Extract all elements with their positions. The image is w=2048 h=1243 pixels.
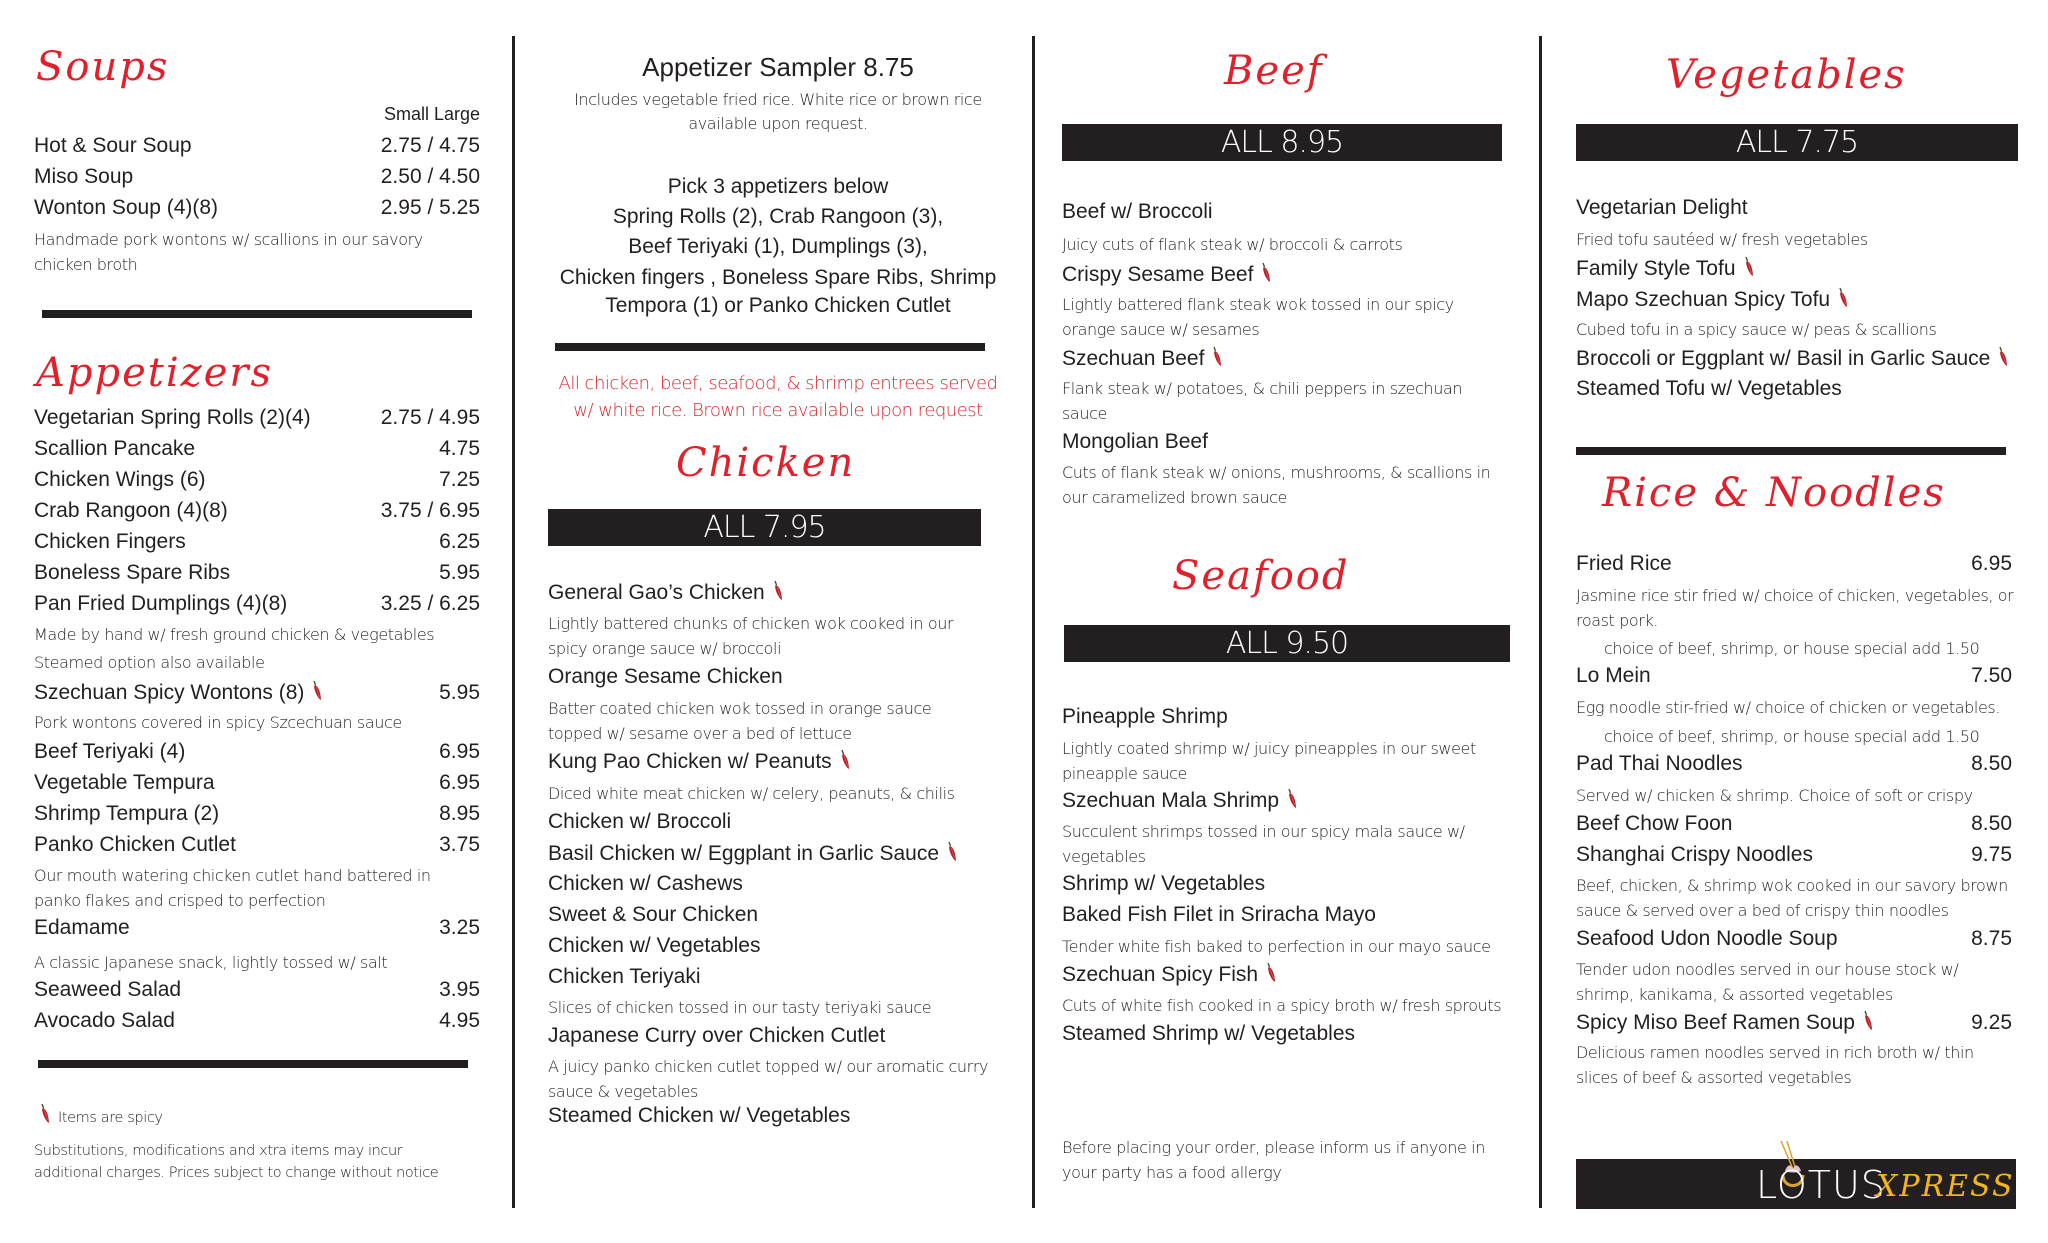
seafood-heading: Seafood <box>1172 553 1350 599</box>
menu-item: Sweet & Sour Chicken <box>548 903 759 926</box>
menu-item: Beef w/ Broccoli <box>1062 200 1213 223</box>
menu-item: Avocado Salad 4.95 <box>34 1009 480 1032</box>
sampler-choice-line: Chicken fingers , Boneless Spare Ribs, Shrimp <box>559 266 997 289</box>
chili-pepper-icon <box>40 1103 50 1125</box>
menu-item: Boneless Spare Ribs 5.95 <box>34 561 480 584</box>
column-soups-appetizers <box>34 0 480 1243</box>
menu-item: General Gao’s Chicken <box>548 580 1008 605</box>
item-description: Slices of chicken tossed in our tasty teriyaki sauce <box>548 998 932 1017</box>
item-addon: choice of beef, shrimp, or house special add 1.50 <box>1604 727 1980 746</box>
menu-item: Panko Chicken Cutlet 3.75 <box>34 833 480 856</box>
sampler-description: Includes vegetable fried rice. White rice or brown rice available upon request. <box>574 90 982 133</box>
menu-item: Edamame 3.25 <box>34 916 480 939</box>
allergy-notice: Before placing your order, please inform us if anyone in your party has a food allergy <box>1062 1138 1485 1182</box>
brand-name: LOTUS <box>1756 1163 1886 1207</box>
item-description: Egg noodle stir-fried w/ choice of chicken or vegetables. <box>1576 698 2001 717</box>
chili-pepper-icon <box>773 580 783 602</box>
menu-item: Miso Soup 2.50 / 4.50 <box>34 165 480 188</box>
column-divider <box>1032 36 1035 1208</box>
item-description: Pork wontons covered in spicy Szcechuan sauce <box>34 713 402 732</box>
vegetables-price-banner: ALL 7.75 <box>1576 124 2018 161</box>
chili-pepper-icon <box>1287 788 1297 810</box>
chili-pepper-icon <box>1863 1010 1873 1032</box>
beef-price-banner: ALL 8.95 <box>1062 124 1502 161</box>
item-description: Tender white fish baked to perfection in our mayo sauce <box>1062 937 1491 956</box>
item-description: Cuts of white fish cooked in a spicy broth w/ fresh sprouts <box>1062 996 1502 1015</box>
chili-pepper-icon <box>1266 962 1276 984</box>
item-description: Batter coated chicken wok tossed in orange sauce topped w/ sesame over a bed of lettuce <box>548 699 932 743</box>
menu-item: Orange Sesame Chicken <box>548 665 783 688</box>
menu-item: Szechuan Spicy Fish <box>1062 962 1522 987</box>
menu-item: Chicken Fingers 6.25 <box>34 530 480 553</box>
menu-item: Pad Thai Noodles 8.50 <box>1576 752 2012 775</box>
brand-logo <box>1576 1159 2016 1209</box>
section-divider <box>555 343 985 351</box>
item-description: Tender udon noodles served in our house stock w/ shrimp, kanikama, & assorted vegetables <box>1576 960 1959 1004</box>
item-description: A classic Japanese snack, lightly tossed w/ salt <box>34 953 388 972</box>
item-description: Lightly battered chunks of chicken wok cooked in our spicy orange sauce w/ broccoli <box>548 614 954 658</box>
item-description: Our mouth watering chicken cutlet hand battered in panko flakes and crisped to perfection <box>34 866 431 910</box>
section-divider <box>38 1060 468 1068</box>
menu-item: Vegetarian Spring Rolls (2)(4) 2.75 / 4.95 <box>34 406 480 429</box>
soups-heading: Soups <box>36 44 170 90</box>
menu-item: Pan Fried Dumplings (4)(8) 3.25 / 6.25 <box>34 592 480 615</box>
menu-item: Chicken Wings (6) 7.25 <box>34 468 480 491</box>
sampler-pick-heading: Pick 3 appetizers below <box>667 175 889 198</box>
item-description: Made by hand w/ fresh ground chicken & vegetables <box>34 625 435 644</box>
menu-item: Shanghai Crispy Noodles 9.75 <box>1576 843 2012 866</box>
size-header-row <box>34 104 480 125</box>
vegetables-heading: Vegetables <box>1666 52 1907 98</box>
menu-item: Crispy Sesame Beef <box>1062 262 1522 287</box>
item-description: Juicy cuts of flank steak w/ broccoli & carrots <box>1062 235 1403 254</box>
menu-item: Beef Chow Foon 8.50 <box>1576 812 2012 835</box>
menu-item: Broccoli or Eggplant w/ Basil in Garlic Sauce <box>1576 346 2016 371</box>
menu-item: Kung Pao Chicken w/ Peanuts <box>548 749 1008 774</box>
menu-item: Mapo Szechuan Spicy Tofu <box>1576 287 2016 312</box>
size-header: Small Large <box>383 104 480 124</box>
menu-item: Fried Rice 6.95 <box>1576 552 2012 575</box>
menu-item: Chicken Teriyaki <box>548 965 701 988</box>
column-beef-seafood <box>1062 0 1522 1243</box>
item-description: Cuts of flank steak w/ onions, mushrooms, & scallions in our caramelized brown sauce <box>1062 463 1491 507</box>
sampler-choice-line: Spring Rolls (2), Crab Rangoon (3), <box>612 205 944 228</box>
item-description: Lightly coated shrimp w/ juicy pineapples in our sweet pineapple sauce <box>1062 739 1476 783</box>
item-description: Handmade pork wontons w/ scallions in our savory chicken broth <box>34 230 423 274</box>
menu-item: Szechuan Mala Shrimp <box>1062 788 1522 813</box>
item-description: Diced white meat chicken w/ celery, peanuts, & chilis <box>548 784 955 803</box>
chili-pepper-icon <box>1261 262 1271 284</box>
section-divider <box>42 310 472 318</box>
beef-heading: Beef <box>1224 48 1324 94</box>
menu-item: Steamed Tofu w/ Vegetables <box>1576 377 1842 400</box>
column-divider <box>1539 36 1542 1208</box>
seafood-price-banner: ALL 9.50 <box>1064 625 1510 662</box>
menu-item: Szechuan Spicy Wontons (8) 5.95 <box>34 681 480 704</box>
menu-item: Lo Mein 7.50 <box>1576 664 2012 687</box>
menu-item: Vegetable Tempura 6.95 <box>34 771 480 794</box>
chili-pepper-icon <box>1212 346 1222 368</box>
menu-item: Beef Teriyaki (4) 6.95 <box>34 740 480 763</box>
menu-item: Seaweed Salad 3.95 <box>34 978 480 1001</box>
sampler-choice-line: Tempora (1) or Panko Chicken Cutlet <box>605 294 951 317</box>
menu-item: Hot & Sour Soup 2.75 / 4.75 <box>34 134 480 157</box>
item-description: Beef, chicken, & shrimp wok cooked in our savory brown sauce & served over a bed of crispy thin noodles <box>1576 876 2008 920</box>
chicken-heading: Chicken <box>676 440 856 486</box>
entree-rice-note: All chicken, beef, seafood, & shrimp entrees served w/ white rice. Brown rice available upon request <box>558 373 998 421</box>
item-description: Jasmine rice stir fried w/ choice of chicken, vegetables, or roast pork. <box>1576 586 2014 630</box>
item-description: Steamed option also available <box>34 653 265 672</box>
menu-item: Szechuan Beef <box>1062 346 1522 371</box>
chili-pepper-icon <box>947 841 957 863</box>
menu-item: Seafood Udon Noodle Soup 8.75 <box>1576 927 2012 950</box>
rice-noodles-list <box>1576 0 2016 1243</box>
menu-item: Chicken w/ Cashews <box>548 872 743 895</box>
column-vegetables-rice-noodles <box>1576 0 2016 1243</box>
menu-item: Basil Chicken w/ Eggplant in Garlic Sauce <box>548 841 1008 866</box>
menu-item: Mongolian Beef <box>1062 430 1208 453</box>
item-description: Flank steak w/ potatoes, & chili peppers in szechuan sauce <box>1062 379 1463 423</box>
item-description: Served w/ chicken & shrimp. Choice of soft or crispy <box>1576 786 1973 805</box>
item-addon: choice of beef, shrimp, or house special add 1.50 <box>1604 639 1980 658</box>
menu-item: Vegetarian Delight <box>1576 196 1748 219</box>
appetizers-heading: Appetizers <box>36 350 274 396</box>
menu-item: Chicken w/ Vegetables <box>548 934 761 957</box>
menu-item: Chicken w/ Broccoli <box>548 810 732 833</box>
menu-item: Pineapple Shrimp <box>1062 705 1228 728</box>
menu-item: Baked Fish Filet in Sriracha Mayo <box>1062 903 1376 926</box>
item-description: Delicious ramen noodles served in rich broth w/ thin slices of beef & assorted vegetables <box>1576 1043 1974 1087</box>
brand-tagline: XPRESS <box>1876 1169 2015 1204</box>
menu-item: Shrimp Tempura (2) 8.95 <box>34 802 480 825</box>
menu-item: Steamed Chicken w/ Vegetables <box>548 1104 851 1127</box>
column-divider <box>512 36 515 1208</box>
spicy-legend: Items are spicy <box>40 1103 163 1129</box>
menu-item: Family Style Tofu <box>1576 256 2016 281</box>
menu-item: Spicy Miso Beef Ramen Soup 9.25 <box>1576 1011 2012 1034</box>
column-sampler-chicken <box>548 0 1008 1243</box>
sampler-title: Appetizer Sampler 8.75 <box>642 52 914 82</box>
item-description: A juicy panko chicken cutlet topped w/ our aromatic curry sauce & vegetables <box>548 1057 989 1101</box>
item-description: Fried tofu sautéed w/ fresh vegetables <box>1576 230 1868 249</box>
chili-pepper-icon <box>312 680 322 702</box>
chicken-price-banner: ALL 7.95 <box>548 509 981 546</box>
sampler-choice-line: Beef Teriyaki (1), Dumplings (3), <box>628 235 928 258</box>
item-description: Lightly battered flank steak wok tossed in our spicy orange sauce w/ sesames <box>1062 295 1454 339</box>
item-description: Succulent shrimps tossed in our spicy mala sauce w/ vegetables <box>1062 822 1465 866</box>
menu-item: Shrimp w/ Vegetables <box>1062 872 1266 895</box>
price-disclaimer: Substitutions, modifications and xtra items may incur additional charges. Prices subject to change without notice <box>34 1143 439 1181</box>
menu-item: Steamed Shrimp w/ Vegetables <box>1062 1022 1355 1045</box>
menu-item: Scallion Pancake 4.75 <box>34 437 480 460</box>
menu-item: Crab Rangoon (4)(8) 3.75 / 6.95 <box>34 499 480 522</box>
chili-pepper-icon <box>840 749 850 771</box>
menu-item: Wonton Soup (4)(8) 2.95 / 5.25 <box>34 196 480 219</box>
menu-item: Japanese Curry over Chicken Cutlet <box>548 1024 886 1047</box>
rice-noodles-heading: Rice & Noodles <box>1602 470 1946 516</box>
item-description: Cubed tofu in a spicy sauce w/ peas & scallions <box>1576 320 1937 339</box>
